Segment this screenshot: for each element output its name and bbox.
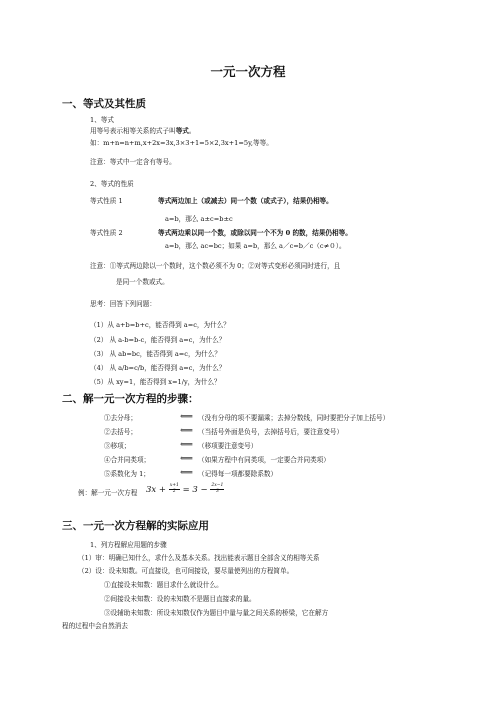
- property2-label: 等式性质 2: [90, 229, 123, 237]
- question-1: （1）从 a+b=b+c，能否得到 a=c，为什么？: [90, 321, 230, 329]
- section-heading-1: 一、等式及其性质: [62, 98, 146, 110]
- left-arrow-icon: ⟸: [180, 412, 193, 422]
- step-1: ①去分母；: [104, 414, 137, 422]
- property1-label: 等式性质 1: [90, 197, 123, 205]
- left-arrow-icon: ⟸: [180, 454, 193, 464]
- equation-definition: 用等号表示相等关系的式子叫等式。: [90, 127, 196, 135]
- step-3-desc: （移项要注意变号）: [198, 442, 258, 450]
- example-label: 例：解一元一次方程: [78, 489, 138, 497]
- example-equation: 3x + $\frac{x+1}{2}$ = 3 − $\frac{2x-1}{3}$: [146, 483, 224, 495]
- left-arrow-icon: ⟸: [180, 426, 193, 436]
- question-5: （5）从 xy=1，能否得到 x=1/y，为什么？: [90, 378, 221, 386]
- equation-example: 如：m+n=n+m,x+2x=3x,3×3+1=5×2,3x+1=5y,等等。: [90, 139, 273, 147]
- note-division: 注意：①等式两边除以一个数时，这个数必须不为 0；②对等式变形必须同时进行，且: [90, 262, 341, 270]
- think-prompt: 思考：回答下列问题：: [90, 300, 156, 308]
- step-review: （1）审：明确已知什么，求什么及基本关系。找出能表示题目全部含义的相等关系: [78, 554, 320, 562]
- left-arrow-icon: ⟸: [180, 440, 193, 450]
- step-2-desc: （当括号外面是负号，去掉括号后，要注意变号）: [198, 428, 344, 436]
- question-3: （3） 从 ab=bc，能否得到 a=c，为什么？: [90, 350, 221, 358]
- property2-formula: a=b，那么 ac=bc；如果 a=b，那么 a／c=b／c（c≠０）。: [165, 242, 346, 250]
- question-4: （4） 从 a/b=c/b，能否得到 a=c，为什么？: [90, 364, 226, 372]
- note-equals-sign: 注意：等式中一定含有等号。: [90, 158, 176, 166]
- step-5-desc: （记得每一项都要除系数）: [198, 470, 278, 478]
- step-4-desc: （如果方程中有同类项，一定要合并同类项）: [198, 456, 330, 464]
- step-1-desc: （没有分母的项不要漏乘；去掉分数线，同时要把分子加上括号）: [198, 414, 390, 422]
- step-3: ③移项；: [104, 442, 131, 450]
- step-2: ②去括号；: [104, 428, 137, 436]
- subheading-equation: 1、等式: [90, 116, 114, 124]
- section-heading-3: 三、一元一次方程解的实际应用: [62, 520, 209, 532]
- fraction-1: $\frac{x+1}{2}$: [169, 483, 179, 494]
- question-2: （2） 从 a-b=b-c，能否得到 a=c，为什么？: [90, 336, 226, 344]
- assume-auxiliary: ③设辅助未知数：所设未知数仅作为题目中量与量之间关系的桥梁，它在解方: [104, 609, 329, 617]
- property1-formula: a=b，那么 a±c=b±c: [165, 215, 233, 223]
- subheading-application: 1、列方程解应用题的步骤: [90, 541, 167, 549]
- assume-indirect: ②间接设未知数：设的未知数不是题目直接求的量。: [104, 595, 256, 603]
- step-4: ④合并同类项；: [104, 456, 151, 464]
- fraction-2: $\frac{2x-1}{3}$: [211, 483, 224, 494]
- step-5: ⑤系数化为 1；: [104, 470, 150, 478]
- property1-text: 等式两边加上（或减去）同一个数（或式子），结果仍相等。: [158, 197, 333, 205]
- page-title: 一元一次方程: [210, 64, 286, 79]
- subheading-properties: 2、等式的性质: [90, 180, 134, 188]
- property2-text: 等式两边乘以同一个数，或除以同一个不为 0 的数，结果仍相等。: [158, 229, 352, 237]
- step-assume: （2）设：设未知数。可直接设，也可间接设，要尽量使列出的方程简单。: [78, 567, 294, 575]
- left-arrow-icon: ⟸: [180, 468, 193, 478]
- assume-direct: ①直接设未知数：题目求什么就设什么。: [104, 581, 223, 589]
- section-heading-2: 二、解一元一次方程的步骤：: [62, 393, 199, 405]
- note-division-cont: 是同一个数或式。: [116, 278, 169, 286]
- assume-auxiliary-cont: 程的过程中会自然消去: [62, 622, 128, 630]
